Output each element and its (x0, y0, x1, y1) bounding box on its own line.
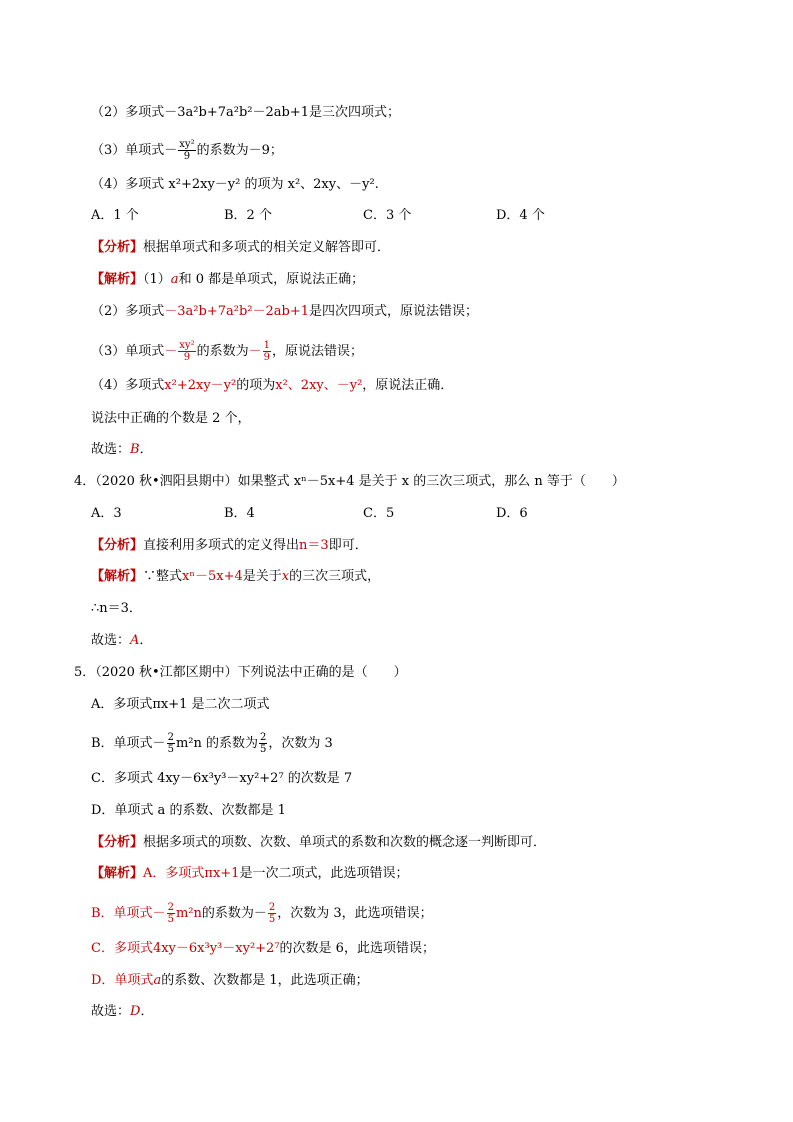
q5-answer: 故选：D． (91, 1004, 154, 1019)
q4-option-a: A．3 (91, 506, 122, 521)
q4-solution-2: ∴n＝3． (91, 601, 142, 616)
q4-stem: 4．（2020 秋•泗阳县期中）如果整式 xⁿ－5x+4 是关于 x 的三次三项式，那么 n 等于（ ） (74, 474, 625, 489)
q3-answer: 故选：B． (91, 442, 153, 457)
q4-option-c: C．5 (363, 506, 395, 521)
q3-option-a: A．1 个 (91, 208, 139, 223)
q5-solution-c: C．多项式4xy－6x³y³－xy²+2⁷的次数是 6，此选项错误； (91, 941, 435, 956)
q5-option-c: C．多项式 4xy－6x³y³－xy²+2⁷ 的次数是 7 (91, 771, 353, 786)
q4-solution-1: 【解析】∵整式xⁿ－5x+4是关于x的三次三项式， (91, 569, 381, 584)
q4-analysis: 【分析】直接利用多项式的定义得出n＝3即可． (91, 538, 368, 553)
q5-option-a: A．多项式πx+1 是二次二项式 (91, 697, 270, 712)
q5-stem: 5．（2020 秋•江都区期中）下列说法中正确的是（ ） (74, 665, 407, 680)
q3-count: 说法中正确的个数是 2 个， (91, 411, 251, 426)
q3-option-d: D．4 个 (496, 208, 545, 223)
q5-option-b: B．单项式－ $\frac{2}{5}$ m²n 的系数为 $\frac{2}{5}$ ，次数为 3 (91, 732, 333, 755)
fraction: $\frac{\text{xy²}}{9}$ (179, 139, 195, 162)
q3-solution-2: （2）多项式－3a²b+7a²b²－2ab+1是四次四项式，原说法错误； (91, 304, 479, 319)
q3-statement-4: （4）多项式 x²+2xy－y² 的项为 x²、2xy、－y². (91, 177, 379, 192)
q3-statement-2: （2）多项式－3a²b+7a²b²－2ab+1是三次四项式； (91, 105, 400, 120)
q4-option-d: D．6 (496, 506, 528, 521)
q5-solution-b: B．单项式－ $\frac{2}{5}$ m²n的系数为－ $\frac{2}{5}$ ，次数为 3，此选项错误； (91, 902, 433, 925)
q5-analysis: 【分析】根据多项式的项数、次数、单项式的系数和次数的概念逐一判断即可． (91, 835, 547, 850)
q3-solution-4: （4）多项式x²+2xy－y²的项为x²、2xy、－y²，原说法正确． (91, 378, 454, 393)
q3-option-b: B．2 个 (224, 208, 272, 223)
q3-analysis: 【分析】根据单项式和多项式的相关定义解答即可． (91, 240, 391, 255)
q3-solution-1: 【解析】（1）a和 0 都是单项式，原说法正确； (91, 272, 365, 287)
q3-statement-3: （3）单项式－ $\frac{\text{xy²}}{9}$ 的系数为－9； (91, 139, 283, 162)
q4-option-b: B．4 (224, 506, 255, 521)
q3-option-c: C．3 个 (363, 208, 412, 223)
q5-option-d: D．单项式 a 的系数、次数都是 1 (91, 803, 286, 818)
q5-solution-d: D．单项式a的系数、次数都是 1，此选项正确； (91, 973, 369, 988)
q4-answer: 故选：A． (91, 633, 153, 648)
q5-solution-a: 【解析】A．多项式πx+1是一次二项式，此选项错误； (91, 866, 409, 881)
q3-solution-3: （3）单项式－ $\frac{\text{xy²}}{9}$ 的系数为－ $\frac{1}{9}$ ，原说法错误； (91, 340, 364, 363)
